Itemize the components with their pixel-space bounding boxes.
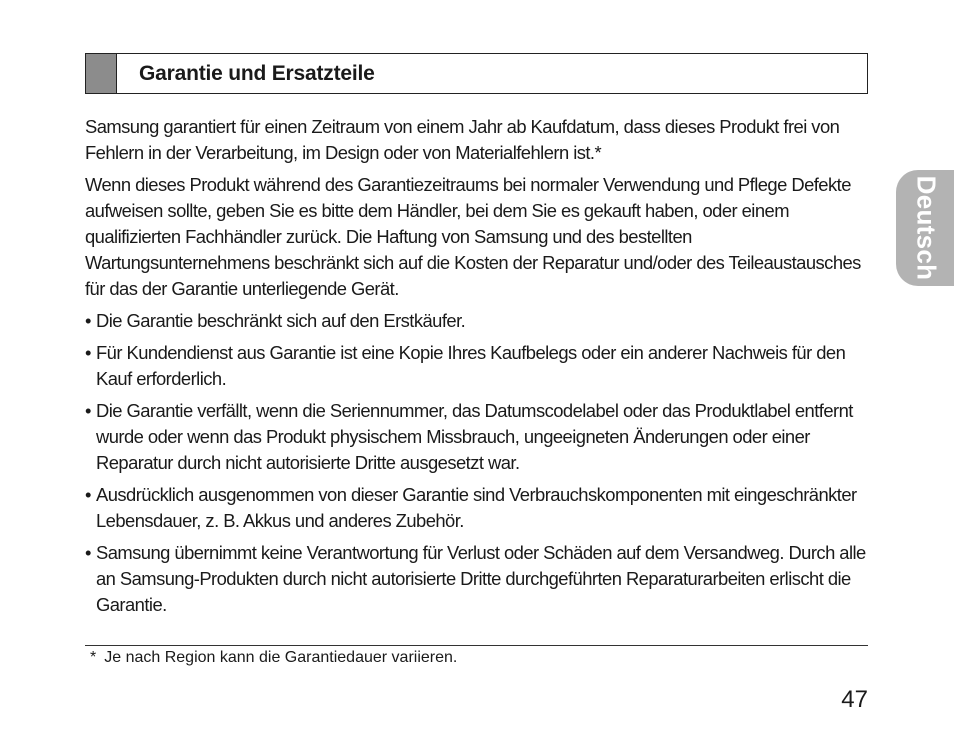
list-item-text: Samsung übernimmt keine Verantwortung für Verlust oder Schäden auf dem Versandweg. Durch alle an Samsung-Produkten durch nicht autorisierte Dritte durchgeführten Reparaturarbeiten erlischt die Garantie. [96, 542, 866, 615]
list-item [85, 340, 875, 392]
list-item [85, 540, 875, 618]
list-item-text: Für Kundendienst aus Garantie ist eine Kopie Ihres Kaufbelegs oder ein anderer Nachweis für den Kauf erforderlich. [96, 342, 846, 389]
list-item [85, 482, 875, 534]
list-item-text: Ausdrücklich ausgenommen von dieser Garantie sind Verbrauchskomponenten mit eingeschränkter Lebensdauer, z. B. Akkus und anderes Zubehör. [96, 484, 857, 531]
section-header [85, 53, 868, 94]
paragraph-warranty-period: Samsung garantiert für einen Zeitraum von einem Jahr ab Kaufdatum, dass dieses Produkt frei von Fehlern in der Verarbeitung, im Design oder von Materialfehlern ist.* [85, 116, 840, 163]
bullet-icon: • [85, 310, 91, 331]
language-tab [896, 170, 954, 286]
bullet-icon: • [85, 484, 91, 505]
bullet-icon: • [85, 542, 91, 563]
bullet-icon: • [85, 342, 91, 363]
list-item-text: Die Garantie verfällt, wenn die Seriennummer, das Datumscodelabel oder das Produktlabel entfernt wurde oder wenn das Produkt physischem Missbrauch, ungeeigneten Änderungen oder einer Reparatur durch nicht autorisierte Dritte ausgesetzt war. [96, 400, 853, 473]
body-content [85, 114, 875, 624]
page-number: 47 [841, 686, 868, 713]
footnote-mark: * [90, 649, 97, 666]
footnote-divider [85, 645, 868, 646]
paragraph-warranty-claim: Wenn dieses Produkt während des Garantiezeitraums bei normaler Verwendung und Pflege Defekte aufweisen sollte, geben Sie es bitte dem Händler, bei dem Sie es gekauft haben, oder einem qualifizierten Fachhändler zurück. Die Haftung von Samsung und des bestellten Wartungsunternehmens beschränkt sich auf die Kosten der Reparatur und/oder des Teileaustausches für das der Garantie unterliegende Gerät. [85, 174, 861, 299]
warranty-conditions-list [85, 308, 875, 618]
footnote-text: Je nach Region kann die Garantiedauer variieren. [104, 649, 458, 666]
section-title: Garantie und Ersatzteile [139, 61, 375, 85]
list-item-text: Die Garantie beschränkt sich auf den Erstkäufer. [96, 310, 466, 331]
footnote [90, 648, 457, 668]
list-item [85, 398, 875, 476]
bullet-icon: • [85, 400, 91, 421]
list-item [85, 308, 875, 334]
language-tab-label: Deutsch [911, 175, 942, 281]
header-marker [86, 54, 117, 93]
